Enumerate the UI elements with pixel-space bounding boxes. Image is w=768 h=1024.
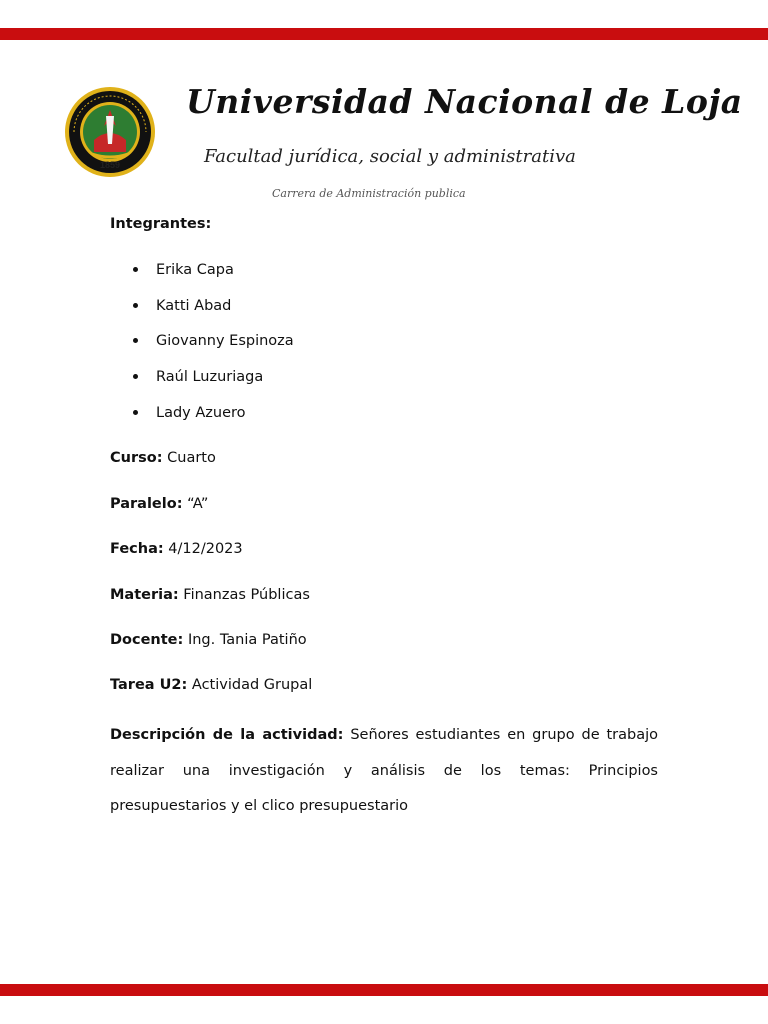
- materia-field: [110, 587, 310, 603]
- list-item: Giovanny Espinoza: [110, 327, 294, 363]
- list-item: Raúl Luzuriaga: [110, 363, 294, 399]
- members-list: [110, 256, 294, 434]
- career-name: Carrera de Administración publica: [272, 187, 466, 200]
- list-item: Katti Abad: [110, 292, 294, 328]
- materia-label: Materia:: [110, 587, 179, 603]
- docente-field: [110, 632, 307, 648]
- tarea-label: Tarea U2:: [110, 677, 188, 693]
- tarea-field: [110, 677, 312, 693]
- list-item: Lady Azuero: [110, 399, 294, 435]
- description-label: Descripción de la actividad:: [110, 727, 344, 743]
- paralelo-label: Paralelo:: [110, 496, 183, 512]
- top-accent-bar: [0, 28, 768, 40]
- activity-description: [110, 718, 658, 825]
- faculty-subtitle: Facultad jurídica, social y administrativa: [204, 146, 576, 167]
- description-text: Señores estudiantes en grupo de trabajo realizar una investigación y análisis de los temas: Principios presupuestarios y el clico presupuestario: [110, 727, 659, 814]
- seal-year: 1859: [99, 160, 121, 170]
- members-heading: Integrantes:: [110, 216, 212, 232]
- curso-label: Curso:: [110, 450, 163, 466]
- paralelo-field: [110, 496, 208, 512]
- materia-value: Finanzas Públicas: [183, 587, 310, 603]
- paralelo-value: “A”: [187, 496, 209, 512]
- docente-value: Ing. Tania Patiño: [187, 632, 307, 648]
- university-title: Universidad Nacional de Loja: [186, 82, 743, 121]
- list-item: Erika Capa: [110, 256, 294, 292]
- fecha-label: Fecha:: [110, 541, 164, 557]
- curso-value: Cuarto: [167, 450, 216, 466]
- fecha-field: [110, 541, 243, 557]
- bottom-accent-bar: [0, 984, 768, 996]
- docente-label: Docente:: [110, 632, 184, 648]
- tarea-value: Actividad Grupal: [191, 677, 313, 693]
- curso-field: [110, 450, 216, 466]
- fecha-value: 4/12/2023: [168, 541, 243, 557]
